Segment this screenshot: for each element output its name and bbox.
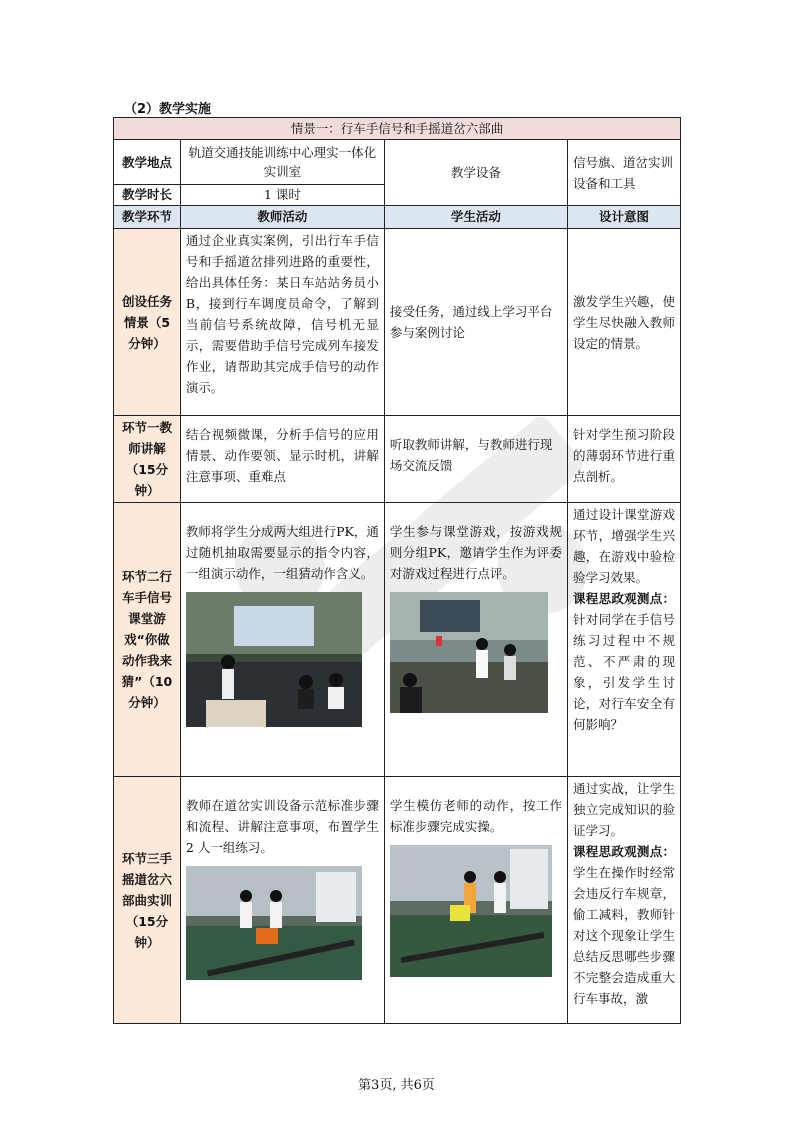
equipment-label: 教学设备 <box>384 140 567 206</box>
page-footer: 第3页, 共6页 <box>358 1078 435 1093</box>
location-value: 轨道交通技能训练中心理实一体化实训室 <box>180 140 384 185</box>
teacher-activity: 结合视频微课，分析手信号的应用情景、动作要领、显示时机，讲解注意事项、重难点 <box>180 416 384 503</box>
phase-cell: 创设任务情景（5分钟） <box>114 229 181 416</box>
student-cell <box>384 777 567 1024</box>
equipment-value: 信号旗、道岔实训设备和工具 <box>568 140 681 206</box>
teacher-cell <box>180 503 384 777</box>
design-intent: 针对学生预习阶段的薄弱环节进行重点剖析。 <box>568 416 681 503</box>
ideology-label: 课程思政观测点： <box>573 844 675 859</box>
teacher-cell <box>180 777 384 1024</box>
table-row <box>114 503 681 777</box>
phase-cell: 环节二行车手信号课堂游戏“你做动作我来猜”（10分钟） <box>114 503 181 777</box>
intent-cell <box>568 503 681 777</box>
phase-cell: 环节一教师讲解（15分钟） <box>114 416 181 503</box>
table-row <box>114 777 681 1024</box>
student-activity: 听取教师讲解，与教师进行现场交流反馈 <box>384 416 567 503</box>
intent-cell <box>568 777 681 1024</box>
table-row <box>114 416 681 503</box>
ideology-label: 课程思政观测点： <box>573 591 675 606</box>
teacher-activity: 通过企业真实案例，引出行车手信号和手摇道岔排列进路的重要性，给出具体任务：某日车站站务员小 B，接到行车调度员命令，了解到当前信号系统故障，信号机无显示，需要借助手信号完成列车接发作业，请帮助其完成手信号的动作演示。 <box>180 229 384 416</box>
scene-title: 情景一：行车手信号和手摇道岔六部曲 <box>114 118 681 140</box>
duration-value: 1 课时 <box>180 185 384 206</box>
table-row <box>114 229 681 416</box>
design-intent: 激发学生兴趣，使学生尽快融入教师设定的情景。 <box>568 229 681 416</box>
header-teacher: 教师活动 <box>180 206 384 229</box>
student-activity: 接受任务，通过线上学习平台参与案例讨论 <box>384 229 567 416</box>
design-intent: 通过实战，让学生独立完成知识的验证学习。 <box>573 781 675 838</box>
student-activity: 学生参与课堂游戏，按游戏规则分组PK，邀请学生作为评委对游戏过程进行点评。 <box>389 524 562 581</box>
duration-label: 教学时长 <box>114 185 181 206</box>
ideology-text: 学生在操作时经常会违反行车规章，偷工减料，教师针对这个现象让学生总结反思哪些步骤不完整会造成重大行车事故，激 <box>573 865 675 1006</box>
ideology-observation <box>573 841 675 1009</box>
header-phase: 教学环节 <box>114 206 181 229</box>
student-practice-photo <box>390 845 552 977</box>
student-cell <box>384 503 567 777</box>
classroom-game-photo <box>186 592 362 727</box>
phase-cell: 环节三手摇道岔六部曲实训（15分钟） <box>114 777 181 1024</box>
student-game-photo <box>390 592 548 713</box>
student-activity: 学生模仿老师的动作，按工作标准步骤完成实操。 <box>389 798 562 834</box>
lesson-plan-table <box>113 117 681 1024</box>
ideology-observation <box>573 588 675 735</box>
section-heading: （2）教学实施 <box>124 102 212 117</box>
design-intent: 通过设计课堂游戏环节，增强学生兴趣，在游戏中验检验学习效果。 <box>573 507 675 585</box>
header-student: 学生活动 <box>384 206 567 229</box>
teacher-activity: 教师将学生分成两大组进行PK，通过随机抽取需要显示的指令内容，一组演示动作，一组猜动作含义。 <box>185 524 379 581</box>
teacher-activity: 教师在道岔实训设备示范标准步骤和流程、讲解注意事项，布置学生 2 人一组练习。 <box>185 798 379 855</box>
header-intent: 设计意图 <box>568 206 681 229</box>
switch-training-photo <box>186 866 362 980</box>
location-label: 教学地点 <box>114 140 181 185</box>
ideology-text: 针对同学在手信号练习过程中不规范、不严肃的现象，引发学生讨论，对行车安全有何影响？ <box>573 612 675 732</box>
